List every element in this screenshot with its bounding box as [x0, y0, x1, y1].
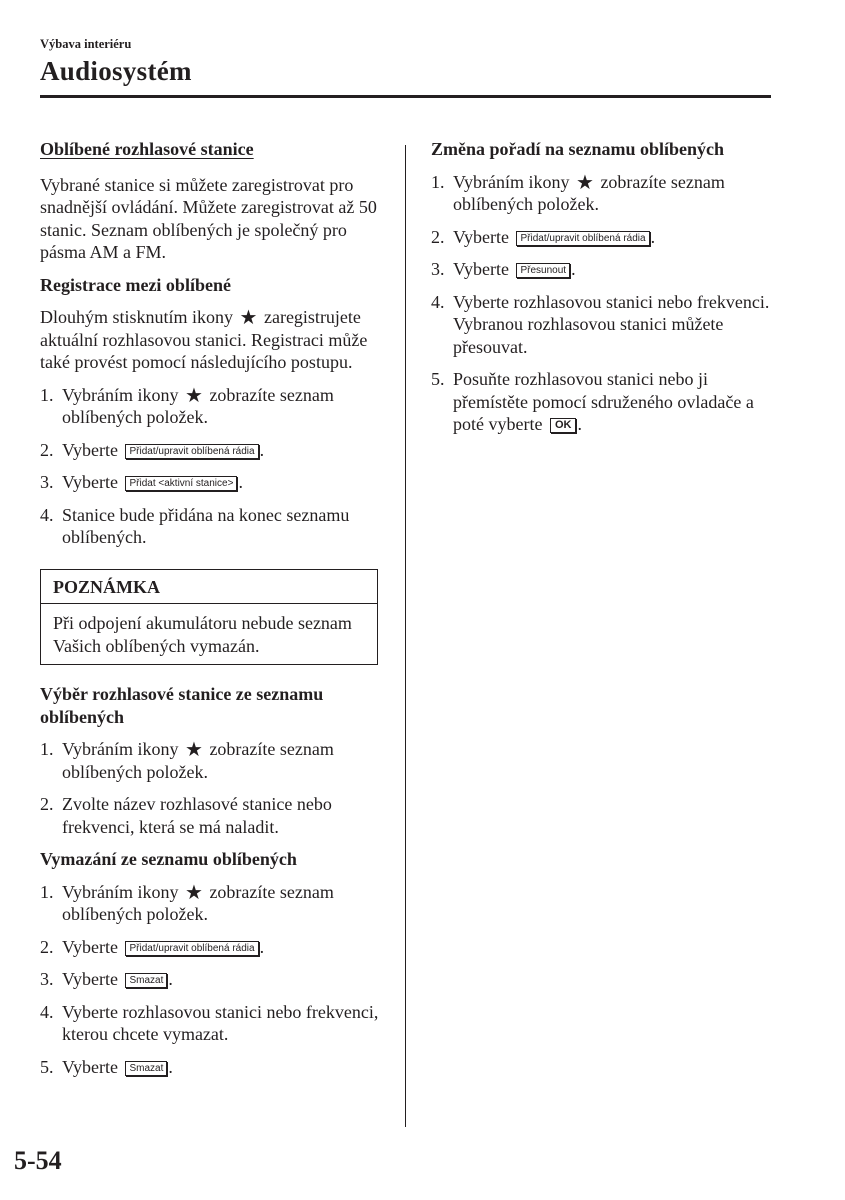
- list-item: 3. Vyberte Smazat .: [40, 969, 173, 989]
- delete-button[interactable]: Smazat: [125, 973, 167, 988]
- list-item: 2. Zvolte název rozhlasové stanice nebo frekvenci, která se má naladit.: [40, 794, 332, 837]
- page-number: 5-54: [14, 1146, 62, 1175]
- column-divider: [405, 145, 406, 1127]
- list-item: 3. Vyberte Přesunout .: [431, 259, 576, 279]
- left-column: [40, 138, 382, 1088]
- list-item: 4. Vyberte rozhlasovou stanici nebo frekvenci, kterou chcete vymazat.: [40, 1001, 379, 1044]
- registration-paragraph: Dlouhým stisknutím ikony ★ zaregistrujete aktuální rozhlasovou stanici. Registraci může také provést pomocí následujícího postupu.: [40, 307, 368, 372]
- select-title: Výběr rozhlasové stanice ze seznamu oblíbených: [40, 684, 324, 727]
- move-button[interactable]: Přesunout: [516, 263, 570, 278]
- list-item: 4. Stanice bude přidána na konec seznamu oblíbených.: [40, 504, 350, 547]
- list-item: 1. Vybráním ikony ★ zobrazíte seznam oblíbených položek.: [431, 171, 725, 214]
- star-icon: ★: [185, 384, 203, 407]
- list-item: 4. Vyberte rozhlasovou stanici nebo frekvenci. Vybranou rozhlasovou stanici můžete přesouvat.: [431, 291, 770, 357]
- favorites-title: Oblíbené rozhlasové stanice: [40, 139, 254, 159]
- header-rule: [40, 95, 771, 98]
- list-item: 5. Posuňte rozhlasovou stanici nebo ji přemístěte pomocí sdruženého ovladače a poté vyberte OK .: [431, 369, 754, 434]
- page-title: Audiosystém: [40, 56, 192, 86]
- list-item: 3. Vyberte Přidat <aktivní stanice> .: [40, 472, 243, 492]
- star-icon: ★: [576, 171, 594, 194]
- list-item: 2. Vyberte Přidat/upravit oblíbená rádia .: [40, 936, 265, 957]
- list-item: 1. Vybráním ikony ★ zobrazíte seznam oblíbených položek.: [40, 739, 334, 782]
- list-item: 2. Vyberte Přidat/upravit oblíbená rádia .: [40, 439, 265, 460]
- note-text: Při odpojení akumulátoru nebude seznam Vašich oblíbených vymazán.: [53, 613, 352, 656]
- star-icon: ★: [185, 739, 203, 761]
- list-item: 1. Vybráním ikony ★ zobrazíte seznam oblíbených položek.: [40, 384, 334, 427]
- star-icon: ★: [185, 881, 203, 904]
- delete-button[interactable]: Smazat: [125, 1061, 167, 1076]
- list-item: 1. Vybráním ikony ★ zobrazíte seznam oblíbených položek.: [40, 881, 334, 924]
- right-column: [431, 138, 776, 446]
- star-icon: ★: [239, 307, 258, 329]
- registration-title: Registrace mezi oblíbené: [40, 274, 231, 295]
- section-label: Výbava interiéru: [40, 37, 132, 51]
- add-edit-favorites-button[interactable]: Přidat/upravit oblíbená rádia: [125, 941, 258, 956]
- favorites-intro: Vybrané stanice si můžete zaregistrovat pro snadnější ovládání. Můžete zaregistrovat až 50 stanic. Seznam oblíbených je společný pro pásma AM a FM.: [40, 174, 377, 262]
- ok-button[interactable]: OK: [550, 418, 577, 433]
- add-edit-favorites-button[interactable]: Přidat/upravit oblíbená rádia: [516, 231, 649, 246]
- add-edit-favorites-button[interactable]: Přidat/upravit oblíbená rádia: [125, 444, 258, 459]
- list-item: 5. Vyberte Smazat .: [40, 1056, 173, 1077]
- add-active-station-button[interactable]: Přidat <aktivní stanice>: [125, 476, 237, 491]
- list-item: 2. Vyberte Přidat/upravit oblíbená rádia .: [431, 226, 656, 247]
- delete-title: Vymazání ze seznamu oblíbených: [40, 849, 297, 869]
- reorder-title: Změna pořadí na seznamu oblíbených: [431, 139, 725, 159]
- note-box: [40, 569, 378, 666]
- note-heading: POZNÁMKA: [41, 570, 377, 605]
